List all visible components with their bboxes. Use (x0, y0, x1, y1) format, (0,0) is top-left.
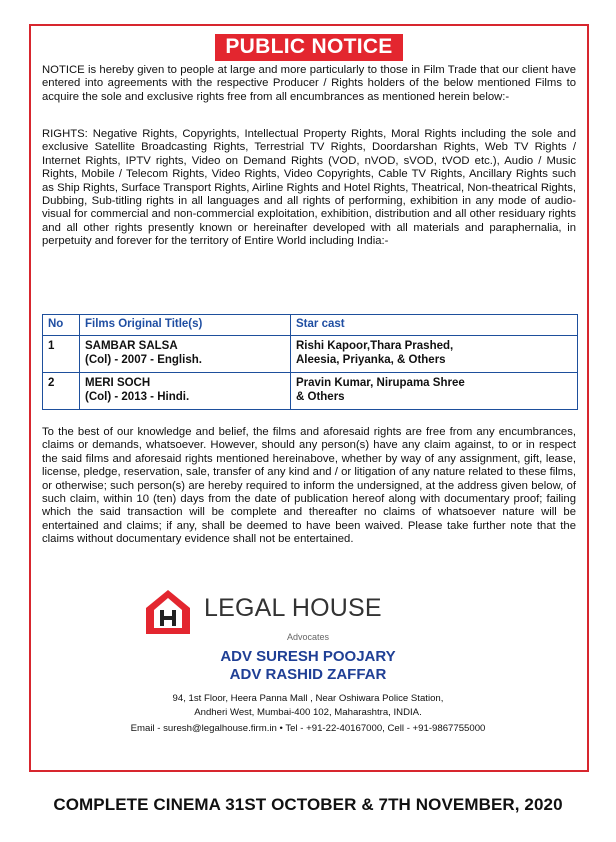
table-header-row (43, 315, 578, 336)
film-title: SAMBAR SALSA (85, 340, 178, 352)
header-title: Films Original Title(s) (80, 315, 291, 336)
address-line: 94, 1st Floor, Heera Panna Mall , Near Oshiwara Police Station, (172, 693, 444, 704)
table-row (43, 373, 578, 410)
firm-subtitle: Advocates (286, 632, 330, 642)
closing-paragraph: To the best of our knowledge and belief, the films and aforesaid rights are free from any encumbrances, claims or demands, whatsoever. However, should any person(s) have any claim against, to or in respect the said films and aforesaid rights mentioned hereinabove, whether by way of any assignment, gift, lease, license, pledge, reservation, sale, transfer of any kind and / or litigation of any nature related to these films, or otherwise; such person(s) are hereby required to inform the undersigned, at the address given below, of such claim, within 10 (ten) days from the date of publication hereof along with documentary proof; failing which the said transaction will be complete and thereafter no claims of whatsoever nature will be entertained and claims; if any, shall be deemed to have been waived. Please take further note that the claims without documentary evidence shall not be entertained. (42, 426, 576, 546)
address-line: Andheri West, Mumbai-400 102, Maharashtra, INDIA. (194, 707, 422, 718)
header-cast: Star cast (291, 315, 578, 336)
title-wrap (31, 34, 587, 61)
row-cast (291, 373, 578, 410)
header-no: No (43, 315, 80, 336)
film-title: MERI SOCH (85, 377, 151, 389)
legal-house-logo-icon (144, 588, 192, 636)
cast-line: & Others (296, 391, 345, 403)
film-details: (Col) - 2013 - Hindi. (85, 391, 190, 403)
row-no: 1 (43, 336, 80, 373)
films-table (42, 314, 578, 410)
row-cast (291, 336, 578, 373)
rights-paragraph: RIGHTS: Negative Rights, Copyrights, Intellectual Property Rights, Moral Rights including the sole and exclusive Satellite Broadcasting Rights, Terrestrial TV Rights, Doordarshan Rights, Web TV Rights / Internet Rights, IPTV rights, Video on Demand Rights (VOD, nVOD, sVOD, tVOD etc.), Audio / Music Rights, Mobile / Telecom Rights, Video Rights, Video Copyrights, Cable TV Rights, Ancillary Rights such as Ship Rights, Surface Transport Rights, Airline Rights and Hotel Rights, Theatrical, Non-theatrical Rights, Dubbing, Sub-titling rights in all languages and all rights of performing, exhibition in any mode of audio-visual for commercial and non-commercial exploitation, exhibition, distribution and all other residuary rights and all other rights presently known or hereinafter developed with all materials and paraphernalia, in perpetuity and forever for the territory of Entire World including India:- (42, 128, 576, 248)
film-details: (Col) - 2007 - English. (85, 354, 202, 366)
intro-paragraph: NOTICE is hereby given to people at large and more particularly to those in Film Trade that our client have entered into agreements with the respective Producer / Rights holders of the below mentioned Films to acquire the sole and exclusive rights free from all encumbrances as mentioned herein below:- (42, 64, 576, 103)
advocate-name: ADV SURESH POOJARY (220, 648, 396, 665)
table-row (43, 336, 578, 373)
cast-line: Aleesia, Priyanka, & Others (296, 354, 446, 366)
contact-line: Email - suresh@legalhouse.firm.in • Tel - +91-22-40167000, Cell - +91-9867755000 (130, 723, 486, 734)
cast-line: Pravin Kumar, Nirupama Shree (296, 377, 465, 389)
firm-name: LEGAL HOUSE (204, 594, 382, 622)
row-no: 2 (43, 373, 80, 410)
cast-line: Rishi Kapoor,Thara Prashed, (296, 340, 454, 352)
row-title (80, 336, 291, 373)
row-title (80, 373, 291, 410)
page-title: PUBLIC NOTICE (215, 34, 402, 61)
publication-footer: COMPLETE CINEMA 31ST OCTOBER & 7TH NOVEMBER, 2020 (53, 795, 563, 814)
advocate-name: ADV RASHID ZAFFAR (229, 666, 387, 683)
